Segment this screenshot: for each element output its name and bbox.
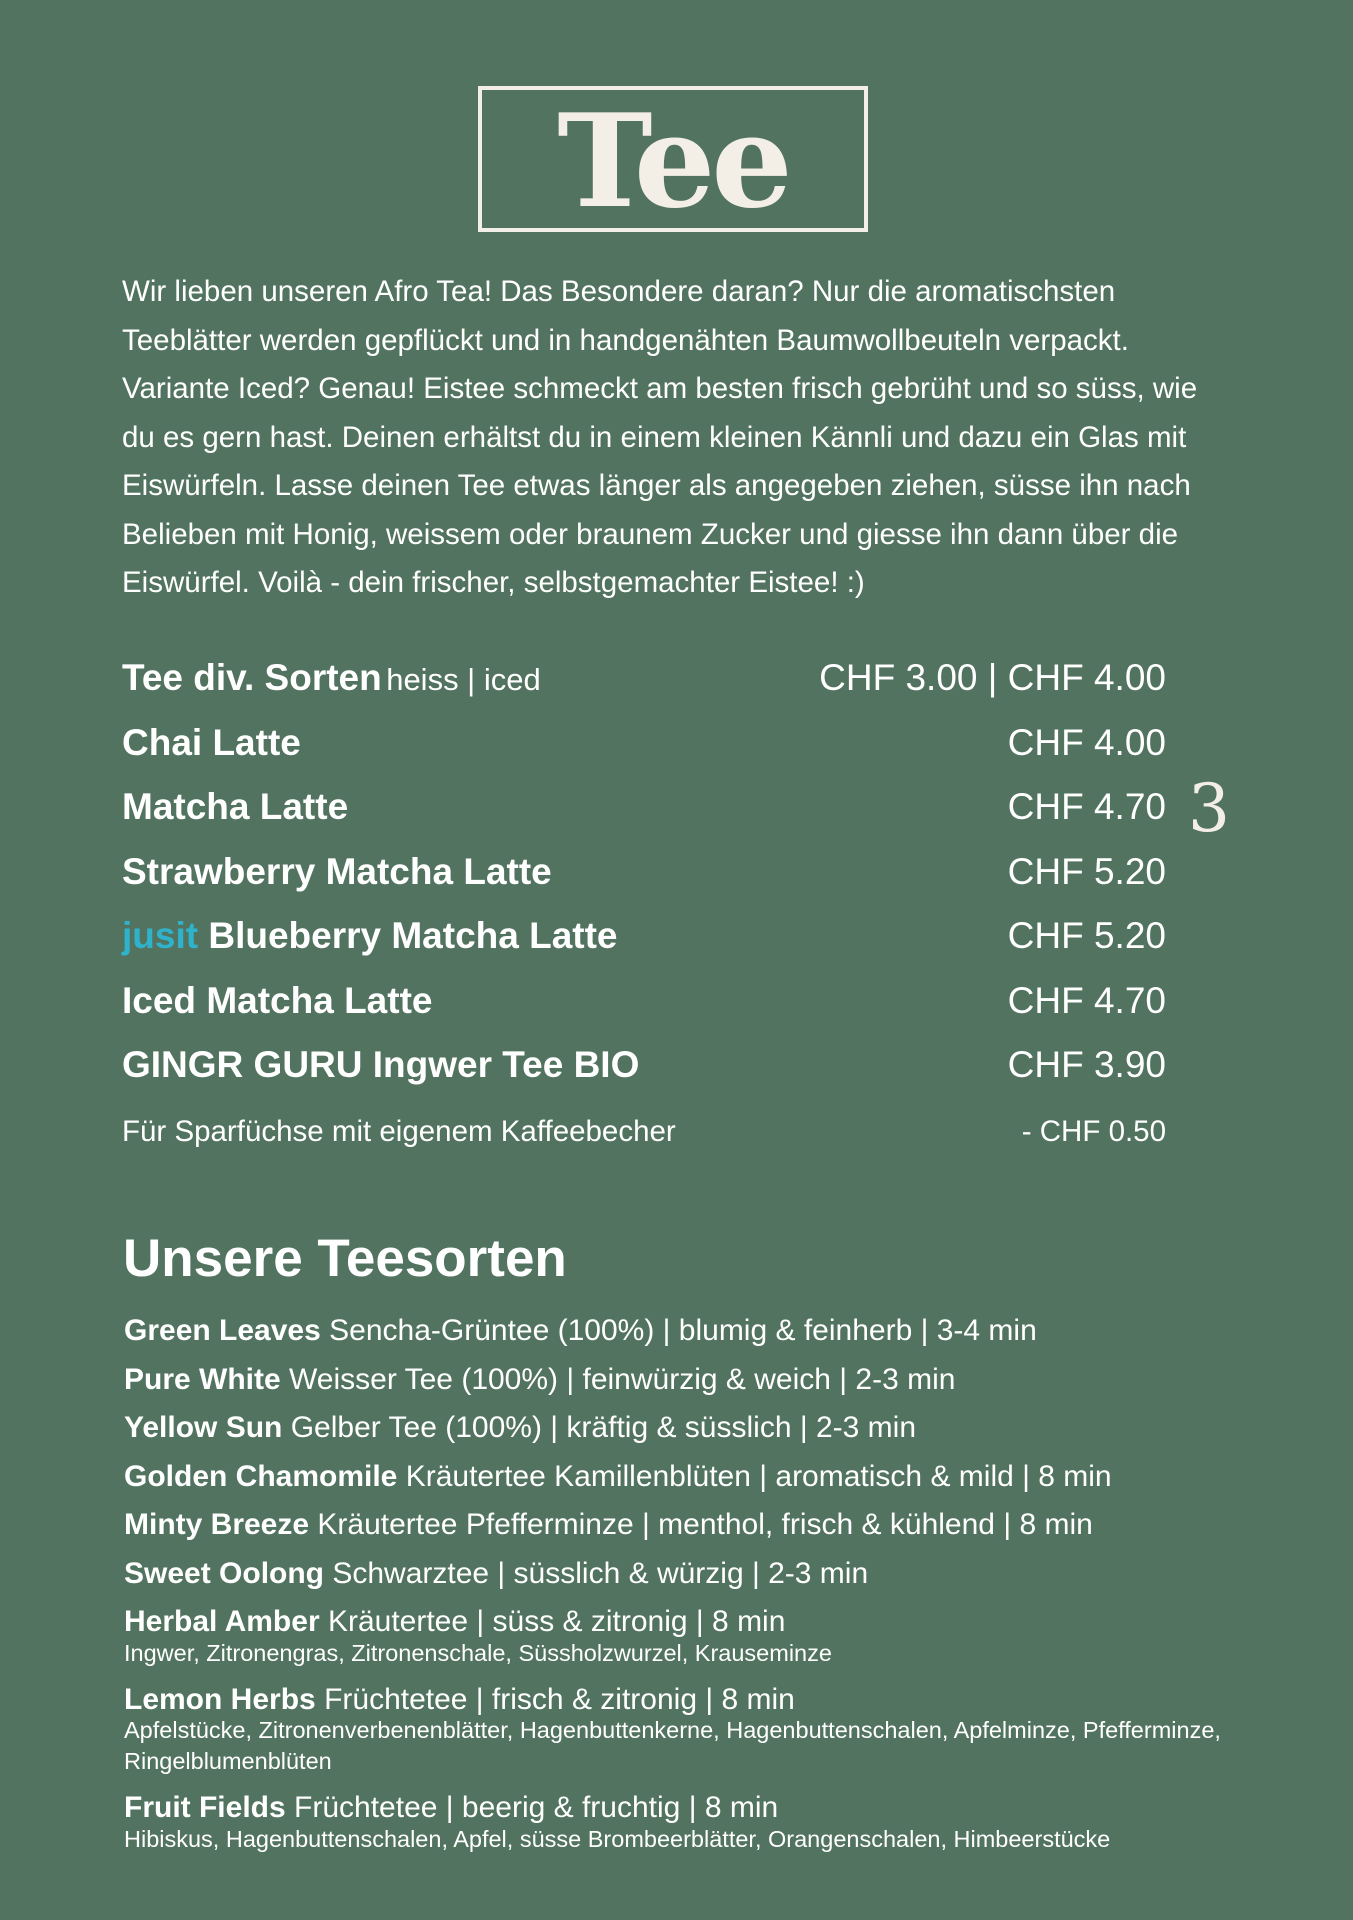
item-name: Iced Matcha Latte: [122, 979, 433, 1021]
menu-item: [122, 646, 1166, 711]
tea-name: Herbal Amber: [124, 1605, 320, 1638]
tea-name: Sweet Oolong: [124, 1556, 325, 1590]
menu-item: [122, 969, 1166, 1034]
tea-item: [124, 1307, 1264, 1356]
menu-item: [122, 711, 1166, 776]
page-title: Tee: [557, 87, 789, 237]
tea-ingredients: Hibiskus, Hagenbuttenschalen, Apfel, süsse Brombeerblätter, Orangenschalen, Himbeerstücke: [124, 1825, 1111, 1852]
tea-item: [124, 1598, 1264, 1669]
menu-item: [122, 904, 1166, 969]
tea-name: Yellow Sun: [124, 1411, 283, 1444]
section-title: Unsere Teesorten: [123, 1229, 567, 1288]
menu-item: [122, 1033, 1166, 1098]
menu-item: [122, 840, 1166, 905]
tea-item: [124, 1676, 1264, 1778]
title-frame: [478, 86, 868, 237]
item-name: Tee div. Sorten: [122, 657, 382, 698]
item-note: heiss | iced: [386, 662, 541, 697]
discount-row: [122, 1102, 1166, 1162]
tea-desc: Sencha-Grüntee (100%) | blumig & feinherb | 3-4 min: [329, 1314, 1037, 1347]
discount-label: Für Sparfüchse mit eigenem Kaffeebecher: [122, 1114, 676, 1148]
tea-item: [124, 1550, 1264, 1599]
item-price: CHF 4.70: [1007, 979, 1166, 1021]
tea-item: [124, 1501, 1264, 1550]
tea-name: Golden Chamomile: [124, 1459, 398, 1493]
tea-desc: Schwarztee | süsslich & würzig | 2-3 min: [332, 1556, 869, 1590]
tea-desc: Gelber Tee (100%) | kräftig & süsslich | 2-3 min: [290, 1411, 917, 1444]
item-price: CHF 4.00: [1007, 721, 1166, 763]
tea-desc: Kräutertee Pfefferminze | menthol, frisch & kühlend | 8 min: [317, 1508, 1093, 1541]
item-price: CHF 5.20: [1007, 915, 1166, 956]
item-price: CHF 3.00 | CHF 4.00: [819, 657, 1166, 698]
tea-list: [124, 1307, 1264, 1862]
tea-desc: Früchtetee | frisch & zitronig | 8 min: [324, 1682, 795, 1716]
tea-name: Green Leaves: [124, 1314, 321, 1347]
tea-name: Lemon Herbs: [124, 1682, 316, 1716]
item-name: Blueberry Matcha Latte: [208, 915, 618, 956]
price-list: [122, 646, 1166, 1162]
item-price: CHF 3.90: [1007, 1044, 1166, 1085]
tea-desc: Kräutertee | süss & zitronig | 8 min: [327, 1605, 786, 1638]
tea-name: Pure White: [124, 1362, 281, 1396]
tea-item: [124, 1784, 1264, 1855]
item-name: Matcha Latte: [122, 786, 349, 827]
tea-desc: Kräutertee Kamillenblüten | aromatisch & mild | 8 min: [405, 1459, 1112, 1493]
page-number: 3: [1188, 770, 1230, 847]
item-name: Chai Latte: [122, 721, 301, 763]
tea-item: [124, 1356, 1264, 1405]
item-name: Strawberry Matcha Latte: [122, 850, 552, 892]
tea-desc: Früchtetee | beerig & fruchtig | 8 min: [294, 1791, 779, 1824]
menu-item: [122, 775, 1166, 840]
item-name: GINGR GURU Ingwer Tee BIO: [122, 1044, 640, 1085]
item-price: CHF 5.20: [1007, 850, 1166, 892]
intro-text: Wir lieben unseren Afro Tea! Das Besondere daran? Nur die aromatischsten Teeblätter werden gepflückt und in handgenähten Baumwollbeuteln verpackt. Variante Iced? Genau! Eistee schmeckt am besten frisch gebrüht und so süss, wie du es gern hast. Deinen erhältst du in einem kleinen Kännli und dazu ein Glas mit Eiswürfeln. Lasse deinen Tee etwas länger als angegeben ziehen, süsse ihn nach Belieben mit Honig, weissem oder braunem Zucker und giesse ihn dann über die Eiswürfel. Voilà - dein frischer, selbstgemachter Eistee! :): [122, 275, 1198, 599]
tea-item: [124, 1453, 1264, 1502]
discount-price: - CHF 0.50: [1021, 1114, 1166, 1148]
tea-name: Minty Breeze: [124, 1508, 310, 1541]
tea-desc: Weisser Tee (100%) | feinwürzig & weich | 2-3 min: [289, 1362, 956, 1396]
brand-label: jusit: [122, 915, 199, 956]
tea-ingredients: Ingwer, Zitronengras, Zitronenschale, Süssholzwurzel, Krauseminze: [124, 1639, 832, 1666]
tea-ingredients: Apfelstücke, Zitronenverbenenblätter, Hagenbuttenkerne, Hagenbuttenschalen, Apfelminze, Pfefferminze, Ringelblumenblüten: [124, 1717, 1221, 1774]
item-price: CHF 4.70: [1007, 786, 1166, 827]
tea-name: Fruit Fields: [124, 1791, 286, 1824]
tea-item: [124, 1404, 1264, 1453]
